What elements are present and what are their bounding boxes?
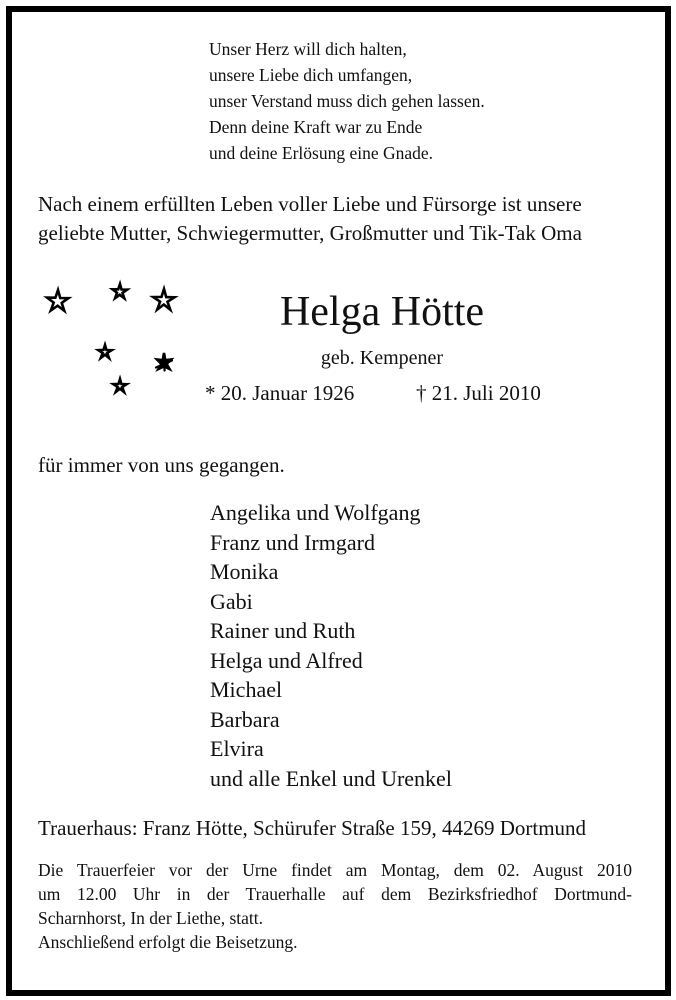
mourner-entry: Helga und Alfred [210,647,363,673]
obituary-notice [6,6,671,996]
poem-line: unsere Liebe dich umfangen, [209,65,413,85]
birth-date: * 20. Januar 1926 [205,381,355,405]
poem [209,36,485,166]
poem-line: Unser Herz will dich halten, [209,39,407,59]
mourners-list [210,498,452,793]
mourner-entry: Elvira [210,736,264,761]
funeral-service-info [38,858,632,954]
mourning-house-address: Trauerhaus: Franz Hötte, Schürufer Straße 159, 44269 Dortmund [38,816,587,840]
death-date: † 21. Juli 2010 [416,381,541,405]
mourner-entry: Barbara [210,706,280,732]
service-line: um 12.00 Uhr in der Trauerhalle auf dem Bezirksfriedhof Dortmund- [38,884,632,904]
mourner-entry: Gabi [210,588,253,614]
mourner-entry: Rainer und Ruth [210,618,356,643]
intro-line: geliebte Mutter, Schwiegermutter, Großmutter und Tik-Tak Oma [38,221,582,245]
poem-line: und deine Erlösung eine Gnade. [209,143,434,163]
star-icon [113,379,126,392]
mourner-entry: Franz und Irmgard [210,529,375,555]
maiden-name: geb. Kempener [320,347,444,369]
deceased-name: Helga Hötte [279,289,485,335]
intro-text [38,190,582,248]
poem-line: Denn deine Kraft war zu Ende [209,117,423,137]
passed-away-text: für immer von uns gegangen. [38,453,285,477]
service-line: Scharnhorst, In der Liethe, statt. [38,908,264,928]
mourner-entry: und alle Enkel und Urenkel [210,765,452,791]
poem-line: unser Verstand muss dich gehen lassen. [209,91,485,111]
mourner-entry: Angelika und Wolfgang [210,500,421,525]
service-line: Die Trauerfeier vor der Urne findet am Montag, dem 02. August 2010 [38,860,632,880]
intro-line: Nach einem erfüllten Leben voller Liebe und Fürsorge ist unsere [38,192,582,216]
mourner-entry: Michael [210,677,283,702]
mourner-entry: Monika [210,559,279,584]
service-line: Anschließend erfolgt die Beisetzung. [38,932,298,952]
